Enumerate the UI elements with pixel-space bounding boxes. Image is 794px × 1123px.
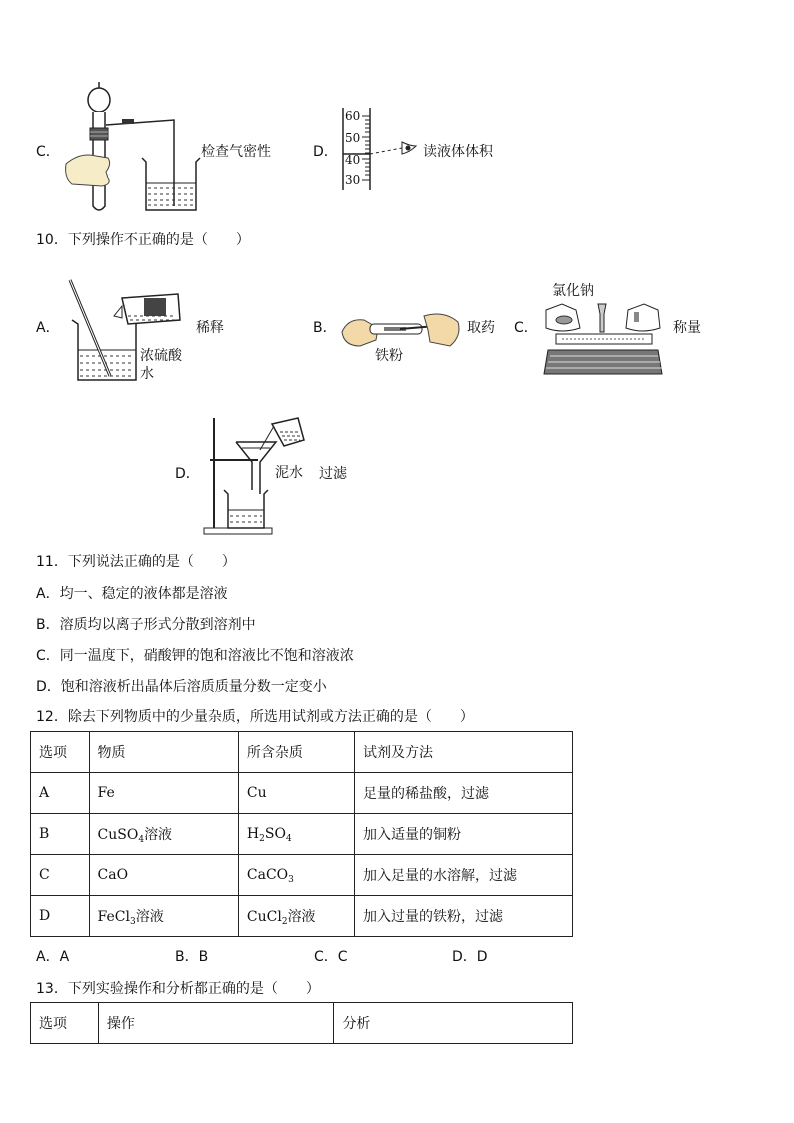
muddy-water-label: 泥水 (275, 465, 303, 481)
row-impurity (238, 814, 354, 855)
row-method: 加入适量的铜粉 (354, 814, 572, 855)
q12-answer-c: C．C (314, 949, 348, 965)
scale-50: 50 (345, 131, 361, 145)
impurity-text: CaCO (246, 867, 289, 883)
q9-option-d-letter: D． (313, 144, 338, 160)
row-option: C (31, 855, 90, 896)
q10-a-letter: A． (36, 320, 60, 336)
row-substance (89, 896, 238, 937)
q11-option-c: C．同一温度下，硝酸钾的饱和溶液比不饱和溶液浓 (36, 648, 354, 664)
header-option: 选项 (31, 1003, 99, 1044)
row-option: A (31, 773, 90, 814)
table-header-row (31, 1003, 573, 1044)
substance-suffix: 溶液 (135, 909, 164, 925)
q10-a-label: 稀释 (196, 320, 224, 336)
q11-option-a: A．均一、稳定的液体都是溶液 (36, 586, 228, 602)
subscript: 2 (281, 917, 288, 927)
substance-text: FeCl (97, 909, 130, 925)
table-row (31, 855, 573, 896)
q10-c-label: 称量 (673, 320, 701, 336)
row-method: 足量的稀盐酸，过滤 (354, 773, 572, 814)
q10-c-letter: C． (514, 320, 538, 336)
row-substance (89, 855, 238, 896)
header-method: 试剂及方法 (354, 732, 572, 773)
scale-60: 60 (345, 109, 361, 123)
impurity-text: CuCl (246, 909, 282, 925)
table-row (31, 896, 573, 937)
q11-stem: 11．下列说法正确的是（ ） (36, 554, 236, 570)
q10-b-label: 取药 (467, 320, 495, 336)
header-impurity: 所含杂质 (238, 732, 354, 773)
row-substance (89, 814, 238, 855)
impurity-text: H (246, 826, 260, 842)
subscript: 2 (259, 834, 265, 844)
table-header-row (31, 732, 573, 773)
q12-answer-b: B．B (175, 949, 209, 965)
scale-30: 30 (345, 173, 361, 187)
q11-option-b: B．溶质均以离子形式分散到溶剂中 (36, 617, 256, 633)
impurity-text: SO (264, 826, 286, 842)
q10-stem: 10．下列操作不正确的是（ ） (36, 232, 250, 248)
row-method: 加入足量的水溶解，过滤 (354, 855, 572, 896)
row-impurity (238, 855, 354, 896)
subscript: 4 (138, 835, 145, 845)
concentrated-sulfuric-acid-label: 浓硫酸 (140, 348, 182, 364)
dilution-figure (66, 278, 196, 384)
substance-text: CuSO (97, 827, 139, 843)
header-substance: 物质 (89, 732, 238, 773)
header-analysis: 分析 (334, 1003, 573, 1044)
q12-answer-a: A．A (36, 949, 70, 965)
balance-figure (542, 298, 666, 378)
header-option: 选项 (31, 732, 90, 773)
row-substance (89, 773, 238, 814)
header-operation: 操作 (98, 1003, 334, 1044)
q10-d-letter: D． (175, 466, 200, 482)
q9-option-c-letter: C． (36, 144, 60, 160)
subscript: 4 (285, 834, 292, 844)
q9-option-d-label: 读液体体积 (423, 144, 493, 160)
impurity-suffix: 溶液 (287, 909, 316, 925)
q13-stem: 13．下列实验操作和分析都正确的是（ ） (36, 981, 320, 997)
impurity-text: Cu (246, 785, 267, 801)
sodium-chloride-label: 氯化钠 (552, 283, 594, 299)
q11-option-d: D．饱和溶液析出晶体后溶质质量分数一定变小 (36, 679, 327, 695)
subscript: 3 (288, 875, 294, 885)
row-method: 加入过量的铁粉，过滤 (354, 896, 572, 937)
iron-powder-label: 铁粉 (375, 348, 403, 364)
q10-b-letter: B． (313, 320, 337, 336)
q12-stem: 12．除去下列物质中的少量杂质，所选用试剂或方法正确的是（ ） (36, 709, 474, 725)
q13-table (30, 1002, 573, 1044)
substance-text: Fe (97, 785, 115, 801)
subscript: 3 (129, 917, 136, 927)
q12-table (30, 731, 573, 937)
substance-suffix: 溶液 (144, 827, 173, 843)
q10-d-label: 过滤 (319, 466, 347, 482)
table-row (31, 814, 573, 855)
q9-option-c-label: 检查气密性 (201, 144, 271, 160)
row-option: B (31, 814, 90, 855)
row-impurity (238, 896, 354, 937)
q12-answer-d: D．D (452, 949, 488, 965)
substance-text: CaO (97, 867, 129, 883)
table-row (31, 773, 573, 814)
water-label: 水 (140, 366, 154, 382)
row-impurity (238, 773, 354, 814)
scale-40: 40 (345, 153, 361, 167)
airtightness-apparatus-figure (62, 78, 202, 213)
row-option: D (31, 896, 90, 937)
